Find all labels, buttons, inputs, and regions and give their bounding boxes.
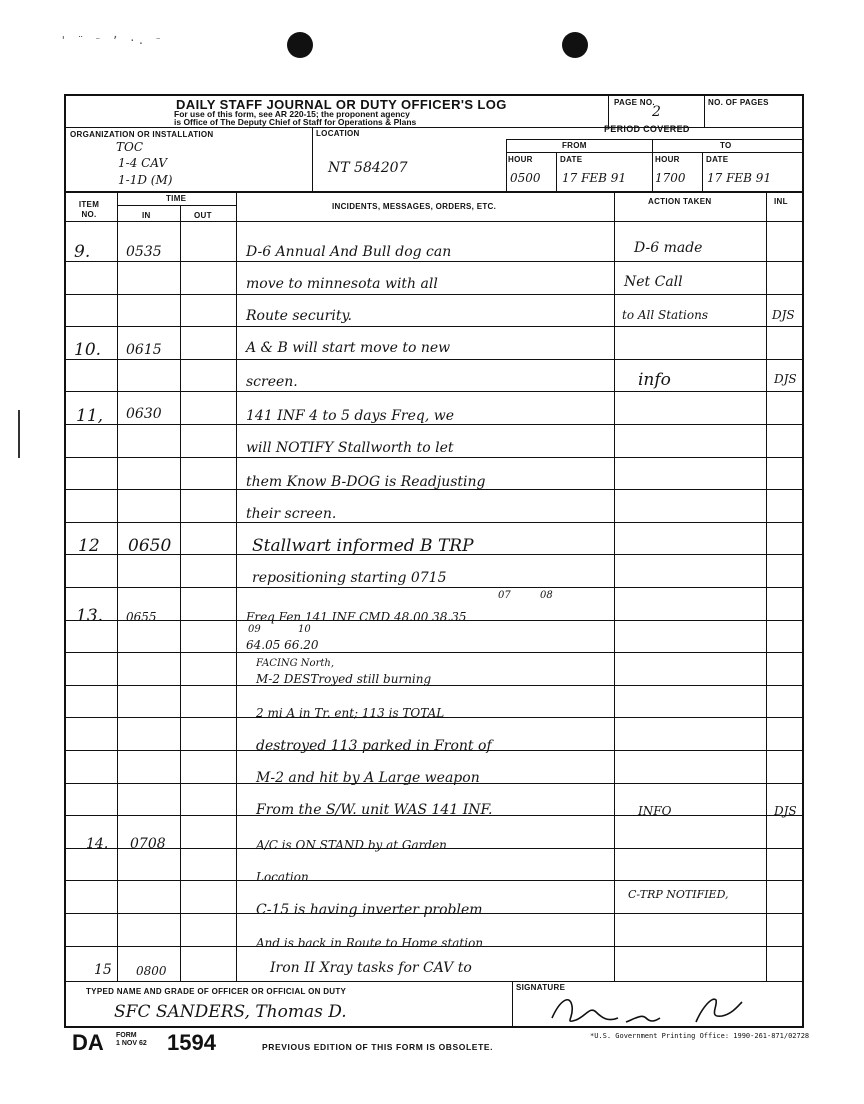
incident-line: destroyed 113 parked in Front of [256, 738, 492, 754]
incident-line: And is back in Route to Home station [256, 936, 484, 950]
item-number: 10. [74, 340, 102, 360]
row-rule [66, 522, 804, 523]
incident-line: Stallwart informed B TRP [252, 536, 474, 556]
row-rule [66, 359, 804, 360]
time-in: 0535 [126, 244, 162, 260]
from-date-value: 17 FEB 91 [562, 171, 627, 185]
row-rule [66, 587, 804, 588]
from-hour-label: HOUR [508, 155, 533, 164]
freq-superscript: 10 [298, 624, 311, 635]
incident-line: D-6 Annual And Bull dog can [246, 244, 452, 260]
row-rule [66, 457, 804, 458]
incident-line: FACING North, [256, 658, 334, 669]
to-hour-value: 1700 [655, 171, 686, 185]
incident-line: A & B will start move to new [246, 340, 451, 356]
row-rule [66, 391, 804, 392]
margin-mark [18, 410, 20, 458]
time-in: 0650 [128, 536, 172, 556]
incident-line: Iron II Xray tasks for CAV to [270, 960, 472, 976]
row-rule [66, 424, 804, 425]
item-number: 11, [76, 406, 104, 426]
org-line: 1-4 CAV [118, 156, 168, 170]
typed-name-value: SFC SANDERS, Thomas D. [114, 1002, 347, 1022]
gpo-imprint: *U.S. Government Printing Office: 1990-261-871/02728 [590, 1032, 810, 1040]
row-rule [66, 294, 804, 295]
location-label: LOCATION [316, 129, 360, 138]
from-label: FROM [562, 141, 587, 150]
time-in: 0708 [130, 836, 166, 852]
to-date-value: 17 FEB 91 [707, 171, 772, 185]
signature [546, 988, 746, 1028]
page-no-value: 2 [652, 104, 661, 120]
freq-superscript: 07 [498, 590, 511, 601]
incident-line: Route security. [246, 308, 352, 324]
form-date: 1 NOV 62 [116, 1040, 147, 1047]
incident-line: 2 mi A in Tr. ent; 113 is TOTAL [256, 706, 445, 720]
action-text: INFO [638, 804, 672, 818]
incident-line: A/C is ON STAND by at Garden [256, 838, 447, 852]
time-in: 0800 [136, 964, 167, 978]
action-text: Net Call [624, 274, 683, 290]
org-label: ORGANIZATION OR INSTALLATION [70, 130, 214, 139]
period-covered-label: PERIOD COVERED [604, 124, 690, 134]
freq-superscript: 08 [540, 590, 553, 601]
form-label: FORM [116, 1032, 137, 1039]
to-date-label: DATE [706, 155, 729, 164]
usage-line-1: For use of this form, see AR 220-15; the proponent agency [174, 109, 410, 119]
form-number: 1594 [167, 1030, 216, 1055]
from-hour-value: 0500 [510, 171, 541, 185]
location-value: NT 584207 [328, 160, 408, 176]
page-no-label: PAGE NO. [614, 98, 655, 107]
time-in: 0655 [126, 610, 157, 624]
initials: DJS [774, 372, 797, 386]
incidents-header: INCIDENTS, MESSAGES, ORDERS, ETC. [332, 202, 497, 211]
row-rule [66, 326, 804, 327]
incident-line: 64.05 66.20 [246, 638, 319, 652]
action-text: C-TRP NOTIFIED, [628, 888, 729, 901]
inl-header: INL [774, 197, 788, 206]
row-rule [66, 685, 804, 686]
signature-label: SIGNATURE [516, 983, 566, 992]
initials: DJS [772, 308, 795, 322]
incident-line: Freq Fen 141 INF CMD 48.00 38.35 [246, 610, 467, 624]
incident-line: move to minnesota with all [246, 276, 438, 292]
punch-hole [562, 32, 588, 58]
incident-line: 141 INF 4 to 5 days Freq, we [246, 408, 455, 424]
initials: DJS [774, 804, 797, 818]
action-text: to All Stations [622, 308, 708, 322]
incident-line: M-2 and hit by A Large weapon [256, 770, 480, 786]
action-text: info [638, 370, 671, 390]
item-number: 13. [76, 606, 104, 626]
item-number: 14. [86, 836, 109, 852]
freq-superscript: 09 [248, 624, 261, 635]
time-out-header: OUT [194, 211, 212, 220]
incident-line: M-2 DESTroyed still burning [256, 672, 432, 686]
from-date-label: DATE [560, 155, 583, 164]
incident-line: screen. [246, 374, 298, 390]
time-in: 0615 [126, 342, 162, 358]
action-taken-header: ACTION TAKEN [648, 197, 712, 206]
row-rule [66, 880, 804, 881]
previous-edition-note: PREVIOUS EDITION OF THIS FORM IS OBSOLETE. [262, 1042, 494, 1052]
item-number: 12 [78, 536, 100, 556]
action-text: D-6 made [634, 240, 703, 256]
form-label-block [116, 1032, 147, 1048]
incident-line: will NOTIFY Stallworth to let [246, 440, 454, 456]
time-header: TIME [166, 194, 187, 203]
usage-line-2: is Office of The Deputy Chief of Staff for Operations & Plans [174, 117, 417, 127]
to-hour-label: HOUR [655, 155, 680, 164]
org-line: TOC [116, 140, 144, 154]
item-number: 9. [74, 242, 91, 262]
incident-line: their screen. [246, 506, 337, 522]
incident-line: C-15 is having inverter problem [256, 902, 483, 918]
incident-line: From the S/W. unit WAS 141 INF. [256, 802, 493, 818]
row-rule [66, 652, 804, 653]
incident-line: repositioning starting 0715 [252, 570, 447, 586]
to-label: TO [720, 141, 732, 150]
row-rule [66, 261, 804, 262]
typed-name-label: TYPED NAME AND GRADE OF OFFICER OR OFFICIAL ON DUTY [86, 987, 347, 996]
item-number: 15 [94, 962, 112, 978]
form-title: DAILY STAFF JOURNAL OR DUTY OFFICER'S LOG [176, 97, 507, 112]
stray-marks: ' ¨ ⁻ ʼ ·. ⁻ [60, 34, 164, 47]
incident-line: Location [256, 870, 309, 884]
time-in: 0630 [126, 406, 162, 422]
log-form [64, 94, 804, 1028]
item-no-header: ITEM NO. [78, 200, 100, 219]
incident-line: them Know B-DOG is Readjusting [246, 474, 486, 490]
time-in-header: IN [142, 211, 151, 220]
punch-hole [287, 32, 313, 58]
no-of-pages-label: NO. OF PAGES [708, 98, 769, 107]
org-line: 1-1D (M) [118, 173, 173, 187]
form-da: DA [72, 1030, 104, 1055]
